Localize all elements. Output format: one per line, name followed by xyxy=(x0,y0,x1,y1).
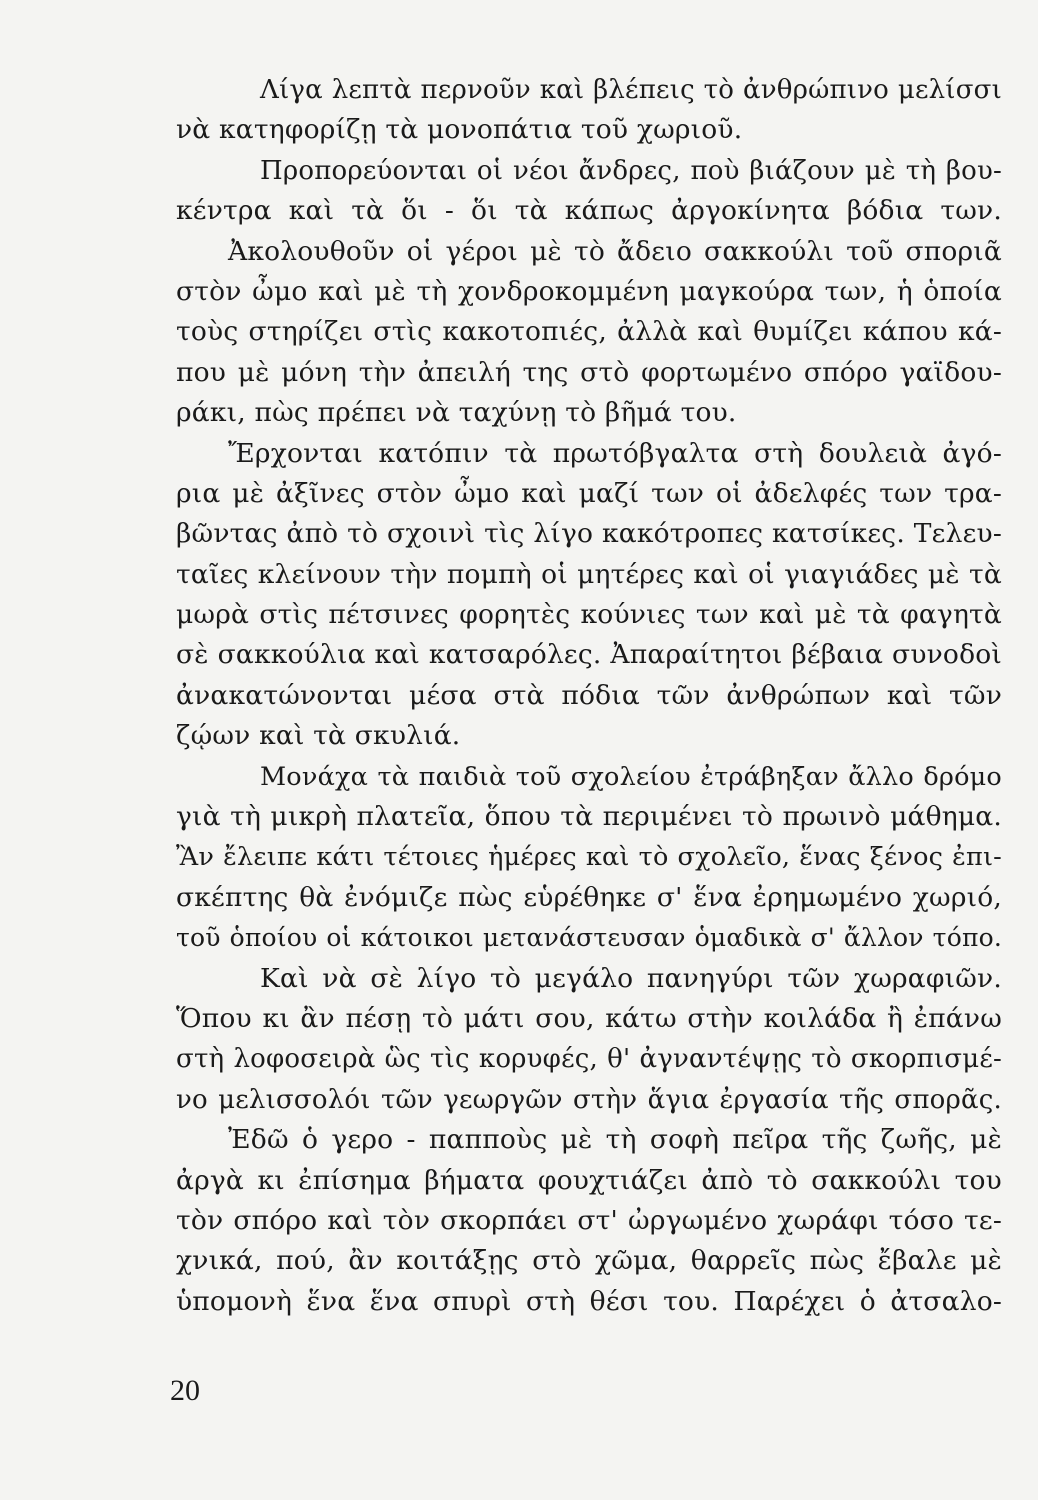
text-line: ὑπομονὴ ἕνα ἕνα σπυρὶ στὴ θέσι του. Παρέχει ὁ ἀτσαλο- xyxy=(176,1285,1002,1317)
text-line: Λίγα λεπτὰ περνοῦν καὶ βλέπεις τὸ ἀνθρώπινο μελίσσι xyxy=(260,75,1002,105)
text-line: τοὺς στηρίζει στὶς κακοτοπιές, ἀλλὰ καὶ θυμίζει κάπου κά- xyxy=(176,316,1002,348)
text-line: Ἀκολουθοῦν οἱ γέροι μὲ τὸ ἄδειο σακκούλι τοῦ σποριᾶ xyxy=(228,235,1002,267)
text-line: νὰ κατηφορίζῃ τὰ μονοπάτια τοῦ χωριοῦ. xyxy=(176,114,743,146)
text-line: ἀργὰ κι ἐπίσημα βήματα φουχτιάζει ἀπὸ τὸ σακκούλι του xyxy=(176,1164,1002,1196)
text-line: νο μελισσολόι τῶν γεωργῶν στὴν ἅγια ἐργασία τῆς σπορᾶς. xyxy=(176,1084,1002,1115)
body-text xyxy=(176,70,1002,1322)
text-line: στὴ λοφοσειρὰ ὣς τὶς κορυφές, θ' ἀγναντέψῃς τὸ σκορπισμέ- xyxy=(176,1044,1002,1075)
text-line: μωρὰ στὶς πέτσινες φορητὲς κούνιες των καὶ μὲ τὰ φαγητὰ xyxy=(176,599,1002,631)
text-line: Ἐδῶ ὁ γερο - παπποὺς μὲ τὴ σοφὴ πεῖρα τῆς ζωῆς, μὲ xyxy=(228,1124,1002,1156)
text-line: Ὅπου κι ἂν πέσῃ τὸ μάτι σου, κάτω στὴν κοιλάδα ἢ ἐπάνω xyxy=(176,1002,1002,1034)
text-line: στὸν ὦμο καὶ μὲ τὴ χονδροκομμένη μαγκούρα των, ἡ ὁποία xyxy=(176,275,1002,307)
text-line: Ἔρχονται κατόπιν τὰ πρωτόβγαλτα στὴ δουλειὰ ἀγό- xyxy=(228,437,1002,469)
text-line: σὲ σακκούλια καὶ κατσαρόλες. Ἀπαραίτητοι βέβαια συνοδοὶ xyxy=(176,639,1002,671)
text-line: τὸν σπόρο καὶ τὸν σκορπάει στ' ὠργωμένο χωράφι τόσο τε- xyxy=(176,1204,1002,1236)
text-line: Καὶ νὰ σὲ λίγο τὸ μεγάλο πανηγύρι τῶν χωραφιῶν. xyxy=(260,962,1002,994)
text-line: κέντρα καὶ τὰ ὅι - ὅι τὰ κάπως ἀργοκίνητα βόδια των. xyxy=(176,195,1002,227)
page-number: 20 xyxy=(170,1374,200,1407)
text-line: που μὲ μόνη τὴν ἀπειλή της στὸ φορτωμένο σπόρο γαϊδου- xyxy=(176,356,1002,388)
text-line: τοῦ ὁποίου οἱ κάτοικοι μετανάστευσαν ὁμαδικὰ σ' ἄλλον τόπο. xyxy=(176,923,1002,953)
text-line: ταῖες κλείνουν τὴν πομπὴ οἱ μητέρες καὶ οἱ γιαγιάδες μὲ τὰ xyxy=(176,558,1002,590)
text-line: Μονάχα τὰ παιδιὰ τοῦ σχολείου ἐτράβηξαν ἄλλο δρόμο xyxy=(260,761,1002,792)
text-line: ράκι, πὼς πρέπει νὰ ταχύνῃ τὸ βῆμά του. xyxy=(176,397,737,429)
text-line: ρια μὲ ἀξῖνες στὸν ὦμο καὶ μαζί των οἱ ἀδελφές των τρα- xyxy=(176,477,1002,509)
text-line: χνικά, πού, ἂν κοιτάξῃς στὸ χῶμα, θαρρεῖς πὼς ἔβαλε μὲ xyxy=(176,1245,1002,1277)
text-line: βῶντας ἀπὸ τὸ σχοινὶ τὶς λίγο κακότροπες κατσίκες. Τελευ- xyxy=(176,518,1002,550)
text-line: γιὰ τὴ μικρὴ πλατεῖα, ὅπου τὰ περιμένει τὸ πρωινὸ μάθημα. xyxy=(176,801,1002,833)
text-line: ζῴων καὶ τὰ σκυλιά. xyxy=(176,720,461,752)
text-line: Προπορεύονται οἱ νέοι ἄνδρες, ποὺ βιάζουν μὲ τὴ βου- xyxy=(260,155,1002,186)
text-line: σκέπτης θὰ ἐνόμιζε πὼς εὑρέθηκε σ' ἕνα ἐρημωμένο χωριό, xyxy=(176,881,1002,913)
text-line: ἀνακατώνονται μέσα στὰ πόδια τῶν ἀνθρώπων καὶ τῶν xyxy=(176,679,1002,711)
text-line: Ἂν ἔλειπε κάτι τέτοιες ἡμέρες καὶ τὸ σχολεῖο, ἕνας ξένος ἐπι- xyxy=(176,842,1002,873)
